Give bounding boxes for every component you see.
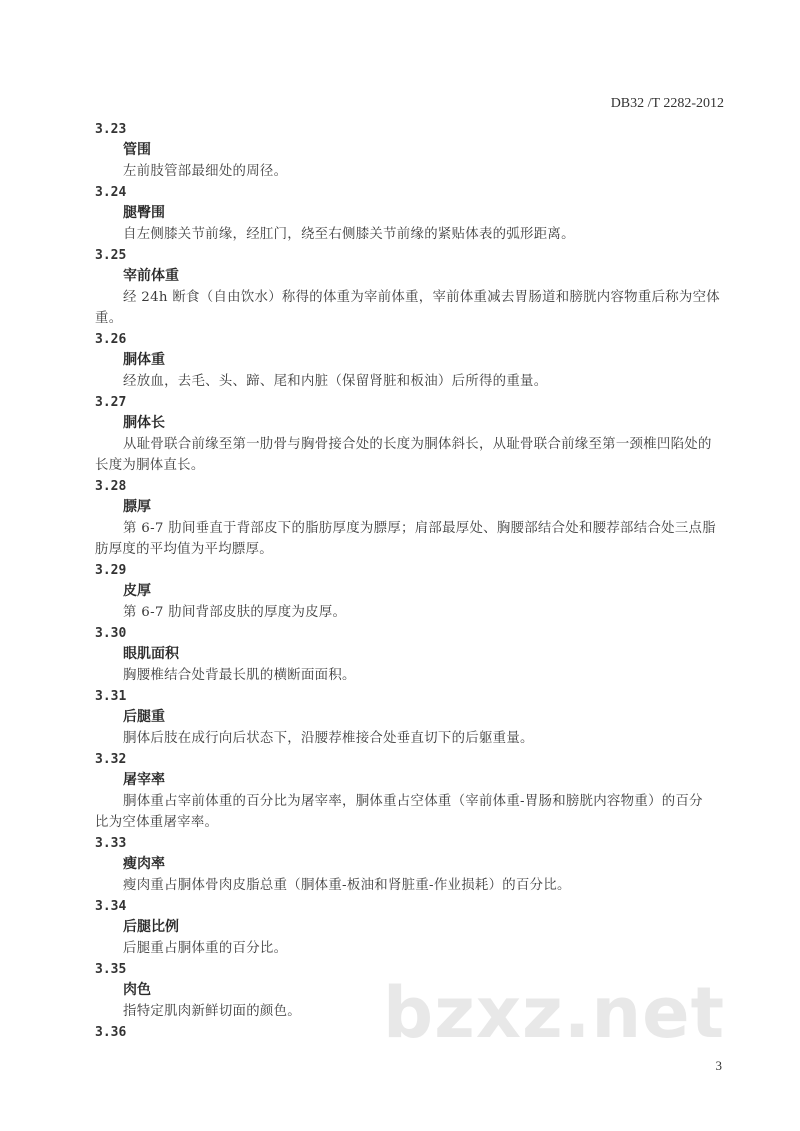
term-definition-line: 左前肢管部最细处的周径。: [123, 164, 288, 179]
term-number: 3.26: [95, 332, 127, 347]
term-entry: [95, 833, 735, 896]
term-entry: [95, 560, 735, 623]
term-name: 胴体重: [123, 352, 165, 368]
page-number: 3: [715, 1058, 722, 1073]
term-entry: [95, 329, 735, 392]
term-name: 膘厚: [123, 499, 151, 515]
term-name: 皮厚: [123, 583, 151, 599]
term-entry: [95, 749, 735, 833]
term-number: 3.25: [95, 248, 127, 263]
term-definition-line: 肪厚度的平均值为平均膘厚。: [95, 542, 273, 557]
term-definition-line: 比为空体重屠宰率。: [95, 815, 219, 830]
term-name: 屠宰率: [123, 772, 165, 788]
term-definition-line: 第 6-7 肋间背部皮肤的厚度为皮厚。: [123, 605, 347, 620]
term-number: 3.35: [95, 962, 127, 977]
term-definition-line: 第 6-7 肋间垂直于背部皮下的脂肪厚度为膘厚；肩部最厚处、胸腰部结合处和腰荐部结合处三点脂: [123, 521, 716, 536]
term-name: 胴体长: [123, 415, 165, 431]
term-definition-line: 从耻骨联合前缘至第一肋骨与胸骨接合处的长度为胴体斜长，从耻骨联合前缘至第一颈椎凹陷处的: [123, 437, 712, 452]
term-definition-line: 经 24h 断食（自由饮水）称得的体重为宰前体重，宰前体重减去胃肠道和膀胱内容物重后称为空体: [123, 290, 720, 305]
term-number: 3.30: [95, 626, 127, 641]
term-number: 3.31: [95, 689, 127, 704]
term-number: 3.36: [95, 1025, 127, 1040]
term-entry: [95, 245, 735, 329]
term-entry: [95, 476, 735, 560]
term-name: 眼肌面积: [123, 646, 179, 662]
term-definition-line: 胸腰椎结合处背最长肌的横断面面积。: [123, 668, 356, 683]
term-number: 3.24: [95, 185, 127, 200]
term-name: 后腿重: [123, 709, 165, 725]
term-name: 肉色: [123, 982, 151, 998]
term-definition-line: 瘦肉重占胴体骨肉皮脂总重（胴体重-板油和肾脏重-作业损耗）的百分比。: [123, 878, 571, 893]
term-number: 3.27: [95, 395, 127, 410]
term-entry: [95, 182, 735, 245]
term-definition-line: 胴体后肢在成行向后状态下，沿腰荐椎接合处垂直切下的后躯重量。: [123, 731, 534, 746]
term-definition-line: 重。: [95, 311, 123, 326]
term-number: 3.23: [95, 122, 127, 137]
term-entry: [95, 392, 735, 476]
term-definition-line: 长度为胴体直长。: [95, 458, 205, 473]
term-entry: [95, 623, 735, 686]
term-definition-line: 后腿重占胴体重的百分比。: [123, 941, 288, 956]
term-definition-line: 胴体重占宰前体重的百分比为屠宰率，胴体重占空体重（宰前体重-胃肠和膀胱内容物重）的百分: [123, 794, 703, 809]
term-name: 管围: [123, 142, 151, 158]
term-number: 3.28: [95, 479, 127, 494]
watermark: bzxz.net: [383, 972, 726, 1054]
term-number: 3.32: [95, 752, 127, 767]
document-code: DB32 /T 2282-2012: [610, 96, 724, 111]
term-number: 3.34: [95, 899, 127, 914]
term-number: 3.33: [95, 836, 127, 851]
term-number: 3.29: [95, 563, 127, 578]
term-definition-line: 指特定肌肉新鲜切面的颜色。: [123, 1004, 301, 1019]
terms-list: [95, 119, 735, 1043]
term-entry: [95, 119, 735, 182]
term-entry: [95, 686, 735, 749]
term-definition-line: 经放血，去毛、头、蹄、尾和内脏（保留肾脏和板油）后所得的重量。: [123, 374, 548, 389]
term-name: 瘦肉率: [123, 856, 165, 872]
term-entry: [95, 896, 735, 959]
term-name: 宰前体重: [123, 268, 179, 284]
term-name: 腿臀围: [123, 205, 165, 221]
term-definition-line: 自左侧膝关节前缘，经肛门，绕至右侧膝关节前缘的紧贴体表的弧形距离。: [123, 227, 575, 242]
term-name: 后腿比例: [123, 919, 179, 935]
